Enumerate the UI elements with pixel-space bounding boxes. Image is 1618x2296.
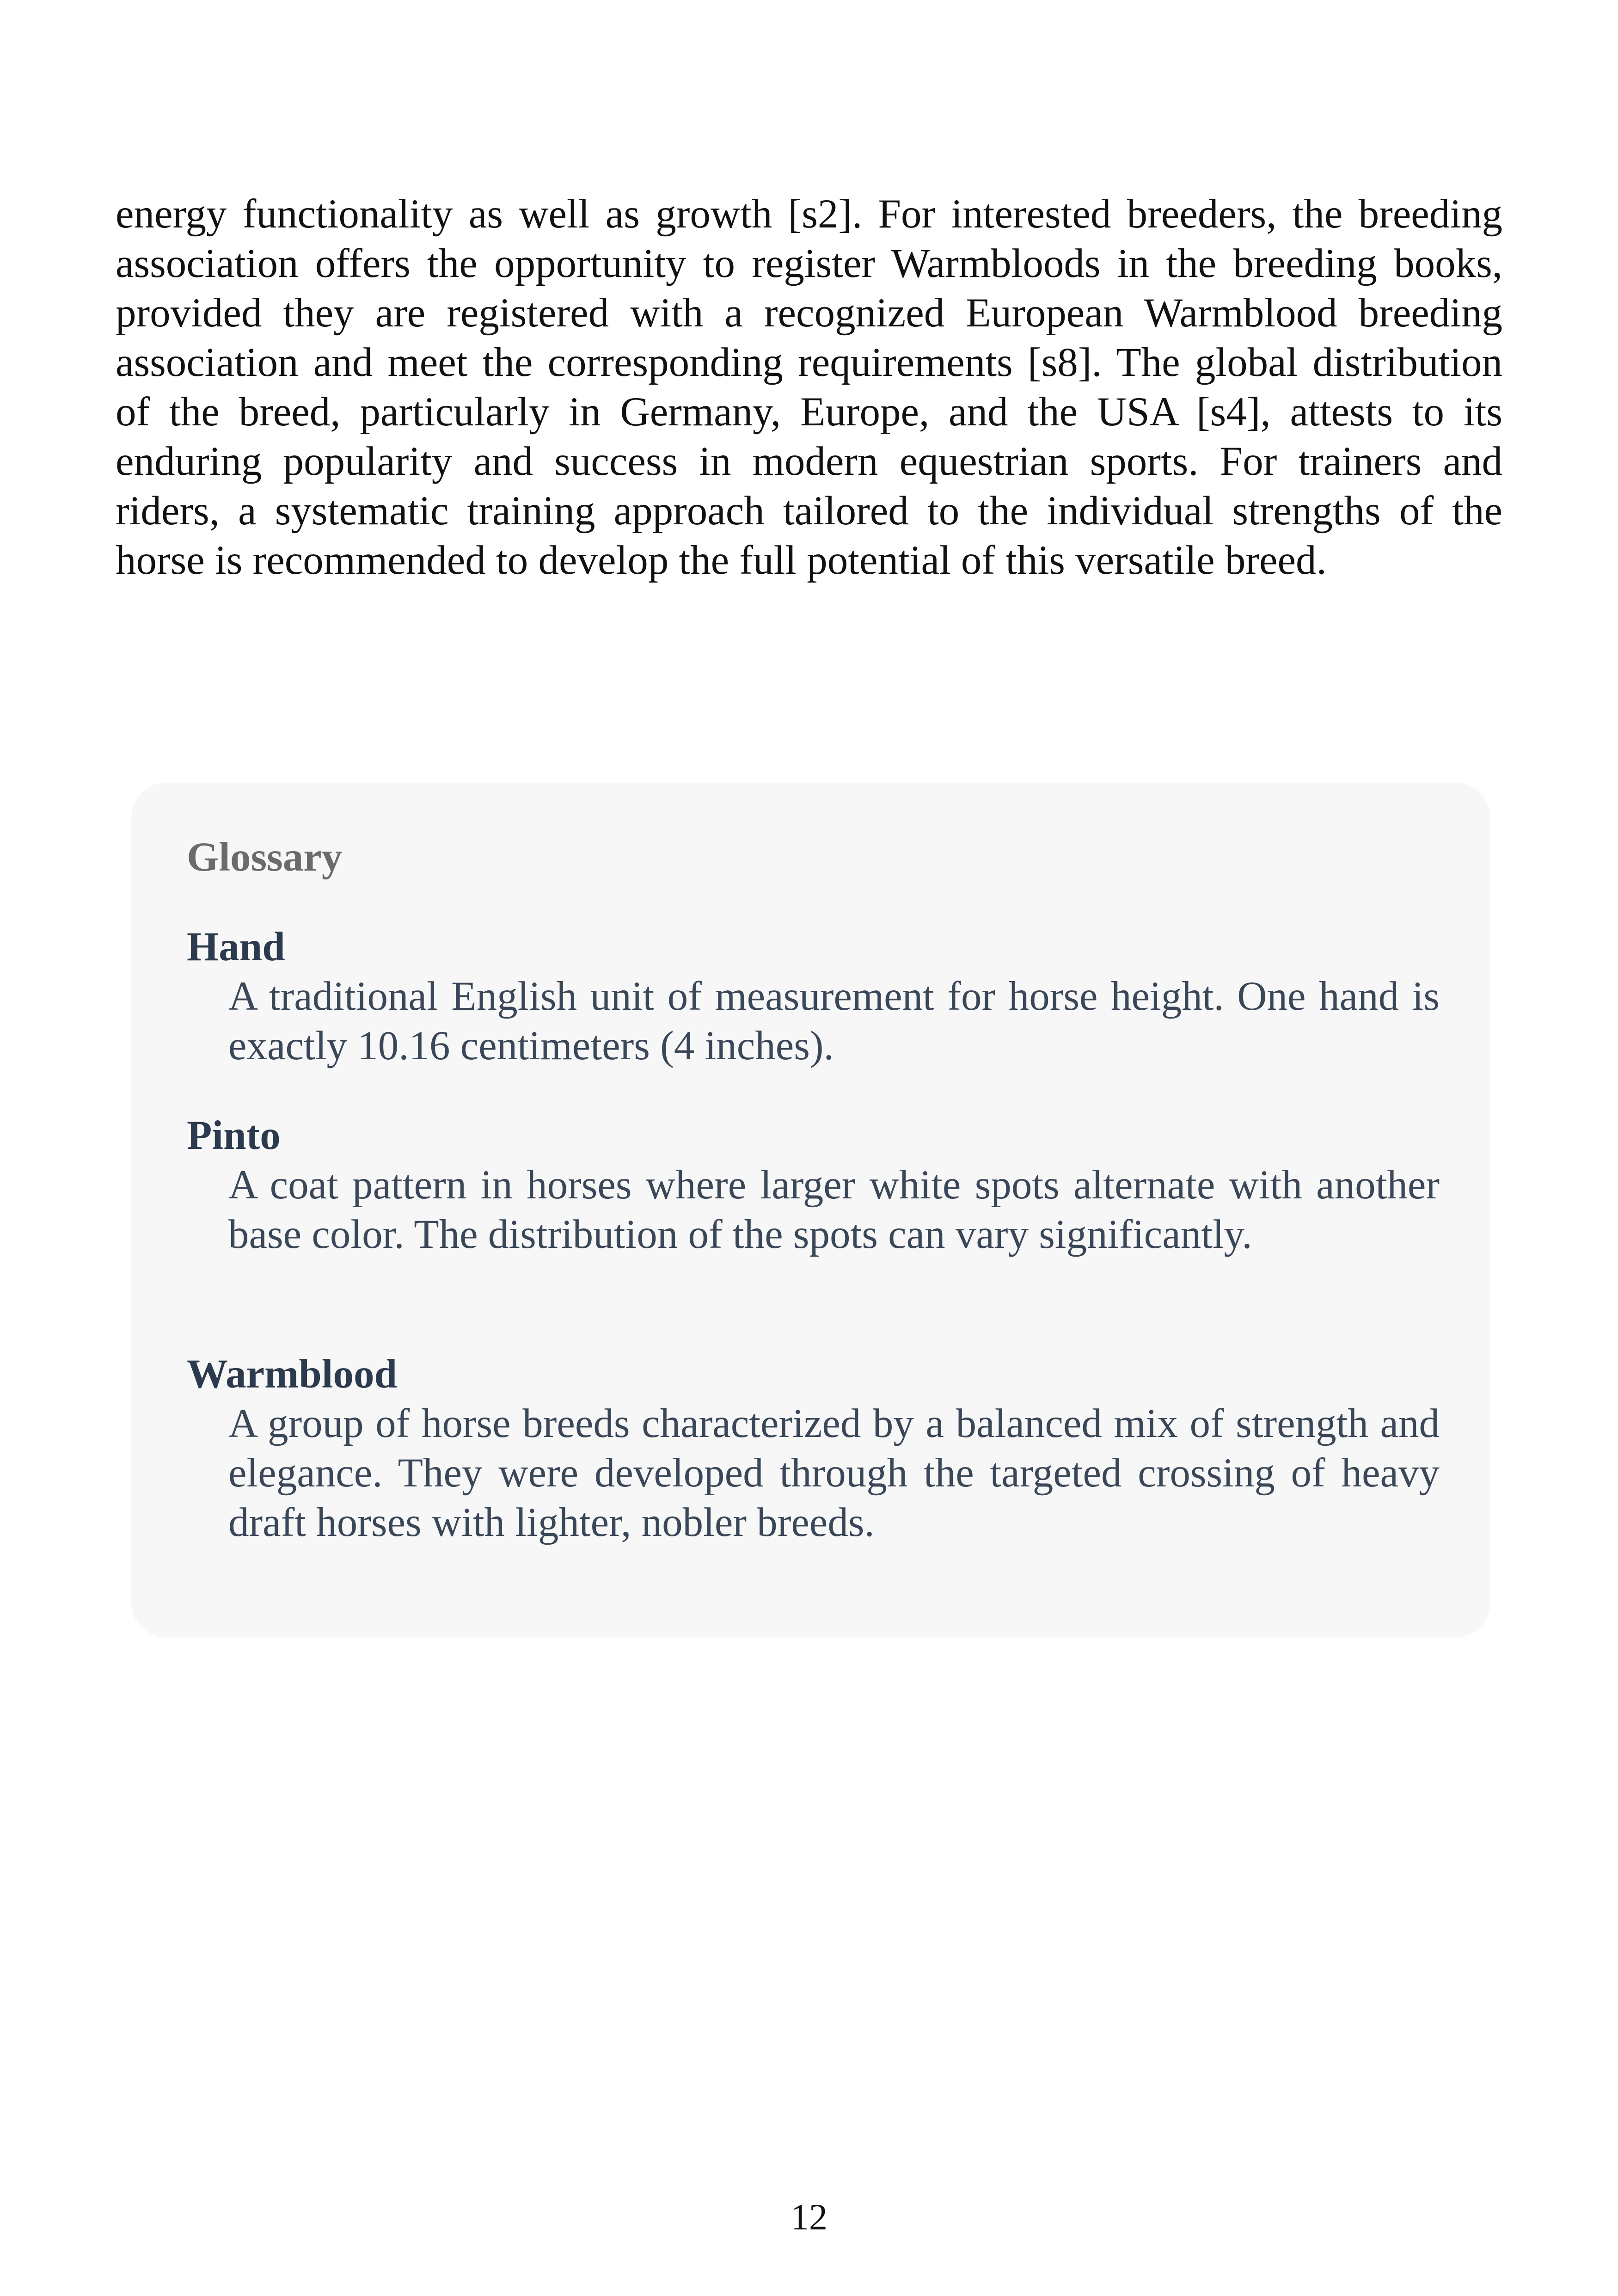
glossary-definition: A group of horse breeds characterized by a balanced mix of strength and elegance. They were developed through the targeted crossing of heavy draft horses with lighter, nobler breeds. [228,1401,1440,1545]
glossary-definition: A traditional English unit of measurement for horse height. One hand is exactly 10.16 centimeters (4 inches). [228,974,1440,1068]
glossary-term: Warmblood [187,1351,397,1397]
page-number: 12 [791,2197,827,2238]
glossary-term: Hand [187,924,285,970]
body-paragraph: energy functionality as well as growth [s2]. For interested breeders, the breeding association offers the opportunity to register Warmbloods in the breeding books, provided they are registered with a recognized European Warmblood breeding association and meet the corresponding requirements [s8]. The global distribution of the breed, particularly in Germany, Europe, and the USA [s4], attests to its enduring popularity and success in modern equestrian sports. For trainers and riders, a systematic training approach tailored to the individual strengths of the horse is recommended to develop the full potential of this versatile breed. [116,191,1502,583]
glossary-title: Glossary [187,835,343,880]
glossary-definition: A coat pattern in horses where larger white spots alternate with another base color. The distribution of the spots can vary significantly. [228,1162,1440,1257]
glossary-entry-pinto [187,1111,1440,1259]
glossary-entry-warmblood [187,1350,1440,1547]
glossary-entry-hand [187,922,1440,1071]
glossary-term: Pinto [187,1113,281,1158]
glossary-box [131,783,1490,1637]
